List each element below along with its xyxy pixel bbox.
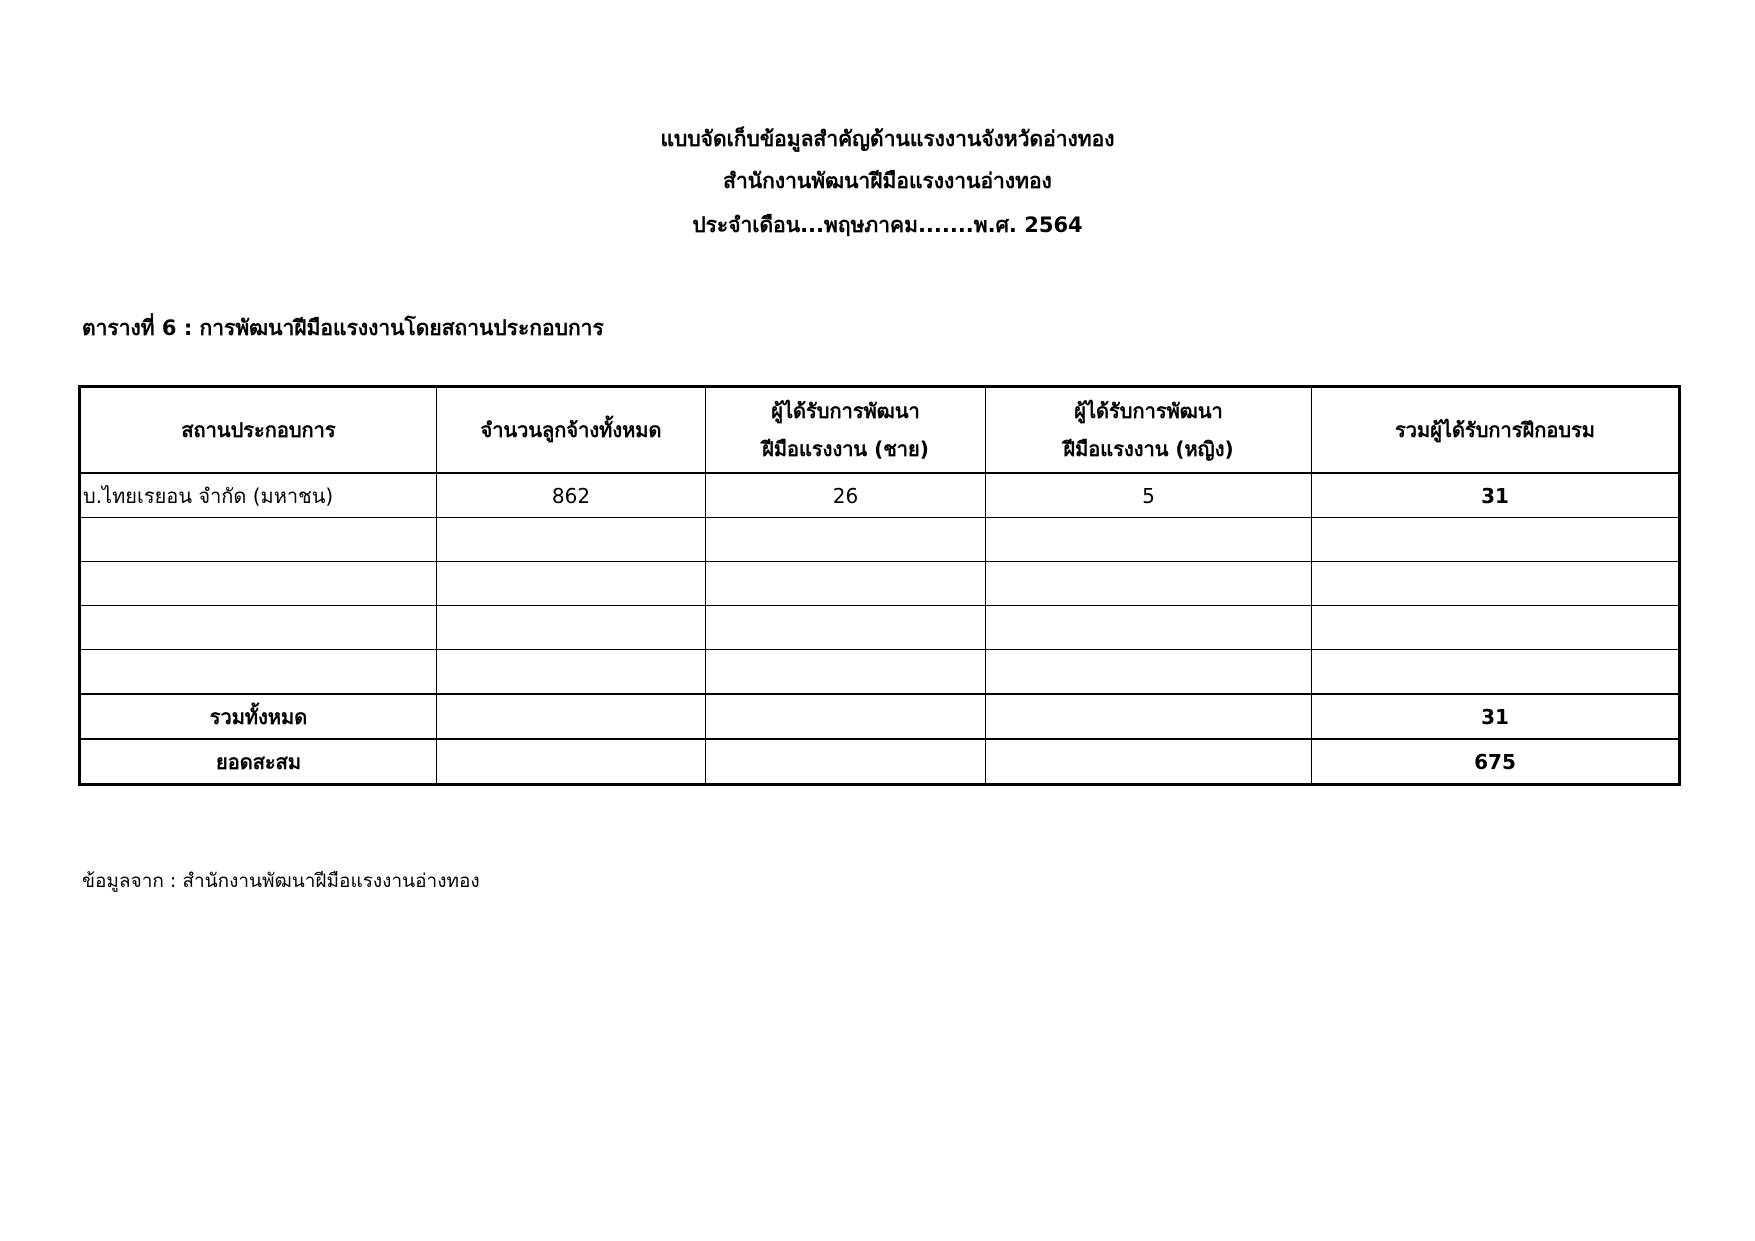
trained-male-cell bbox=[706, 650, 986, 695]
table-row bbox=[80, 606, 1680, 650]
total-employees-cell bbox=[437, 606, 706, 650]
column-header-label: รวมผู้ได้รับการฝึกอบรม bbox=[1395, 418, 1595, 442]
column-header-trained-female bbox=[986, 387, 1312, 474]
establishment-cell: บ.ไทยเรยอน จำกัด (มหาชน) bbox=[80, 473, 437, 518]
total-row-label: รวมทั้งหมด bbox=[80, 694, 437, 739]
trained-male-cell bbox=[706, 562, 986, 606]
report-period: ประจำเดือน...พฤษภาคม.......พ.ศ. 2564 bbox=[692, 213, 1083, 237]
column-header-label: จำนวนลูกจ้างทั้งหมด bbox=[480, 418, 662, 442]
training-table bbox=[78, 385, 1681, 786]
total-employees-cell bbox=[437, 518, 706, 562]
total-row bbox=[80, 694, 1680, 739]
table-header-row bbox=[80, 387, 1680, 474]
trained-female-cell bbox=[986, 739, 1312, 785]
column-header-label: สถานประกอบการ bbox=[181, 418, 336, 442]
table-row bbox=[80, 473, 1680, 518]
total-trained-cell: 31 bbox=[1312, 473, 1680, 518]
column-header-label: ผู้ได้รับการพัฒนา bbox=[771, 399, 920, 423]
total-trained-cell bbox=[1312, 606, 1680, 650]
table-row bbox=[80, 562, 1680, 606]
total-employees-cell: 862 bbox=[437, 473, 706, 518]
total-employees-cell bbox=[437, 650, 706, 695]
trained-male-cell: 26 bbox=[706, 473, 986, 518]
table-row bbox=[80, 518, 1680, 562]
column-header-trained-male bbox=[706, 387, 986, 474]
source-note: ข้อมูลจาก : สำนักงานพัฒนาฝีมือแรงงานอ่างทอง bbox=[82, 870, 480, 892]
column-header-sublabel: ฝีมือแรงงาน (ชาย) bbox=[762, 437, 929, 461]
total-employees-cell bbox=[437, 562, 706, 606]
column-header-total-employees bbox=[437, 387, 706, 474]
column-header-total-trained bbox=[1312, 387, 1680, 474]
office-name: สำนักงานพัฒนาฝีมือแรงงานอ่างทอง bbox=[723, 169, 1052, 193]
trained-male-cell bbox=[706, 739, 986, 785]
establishment-cell bbox=[80, 518, 437, 562]
column-header-establishment bbox=[80, 387, 437, 474]
total-employees-cell bbox=[437, 694, 706, 739]
cumulative-row bbox=[80, 739, 1680, 785]
trained-female-cell bbox=[986, 606, 1312, 650]
establishment-cell bbox=[80, 650, 437, 695]
trained-male-cell bbox=[706, 606, 986, 650]
trained-male-cell bbox=[706, 518, 986, 562]
total-employees-cell bbox=[437, 739, 706, 785]
column-header-sublabel: ฝีมือแรงงาน (หญิง) bbox=[1063, 437, 1234, 461]
establishment-cell bbox=[80, 562, 437, 606]
total-trained-value: 31 bbox=[1312, 694, 1680, 739]
establishment-cell bbox=[80, 606, 437, 650]
table-caption: ตารางที่ 6 : การพัฒนาฝีมือแรงงานโดยสถานประกอบการ bbox=[82, 316, 604, 340]
cumulative-row-label: ยอดสะสม bbox=[80, 739, 437, 785]
trained-female-cell bbox=[986, 562, 1312, 606]
trained-female-cell: 5 bbox=[986, 473, 1312, 518]
trained-female-cell bbox=[986, 650, 1312, 695]
trained-female-cell bbox=[986, 694, 1312, 739]
document-title: แบบจัดเก็บข้อมูลสำคัญด้านแรงงานจังหวัดอ่างทอง bbox=[660, 127, 1115, 151]
table-row bbox=[80, 650, 1680, 695]
column-header-label: ผู้ได้รับการพัฒนา bbox=[1074, 399, 1223, 423]
trained-male-cell bbox=[706, 694, 986, 739]
cumulative-trained-value: 675 bbox=[1312, 739, 1680, 785]
total-trained-cell bbox=[1312, 562, 1680, 606]
trained-female-cell bbox=[986, 518, 1312, 562]
total-trained-cell bbox=[1312, 518, 1680, 562]
total-trained-cell bbox=[1312, 650, 1680, 695]
